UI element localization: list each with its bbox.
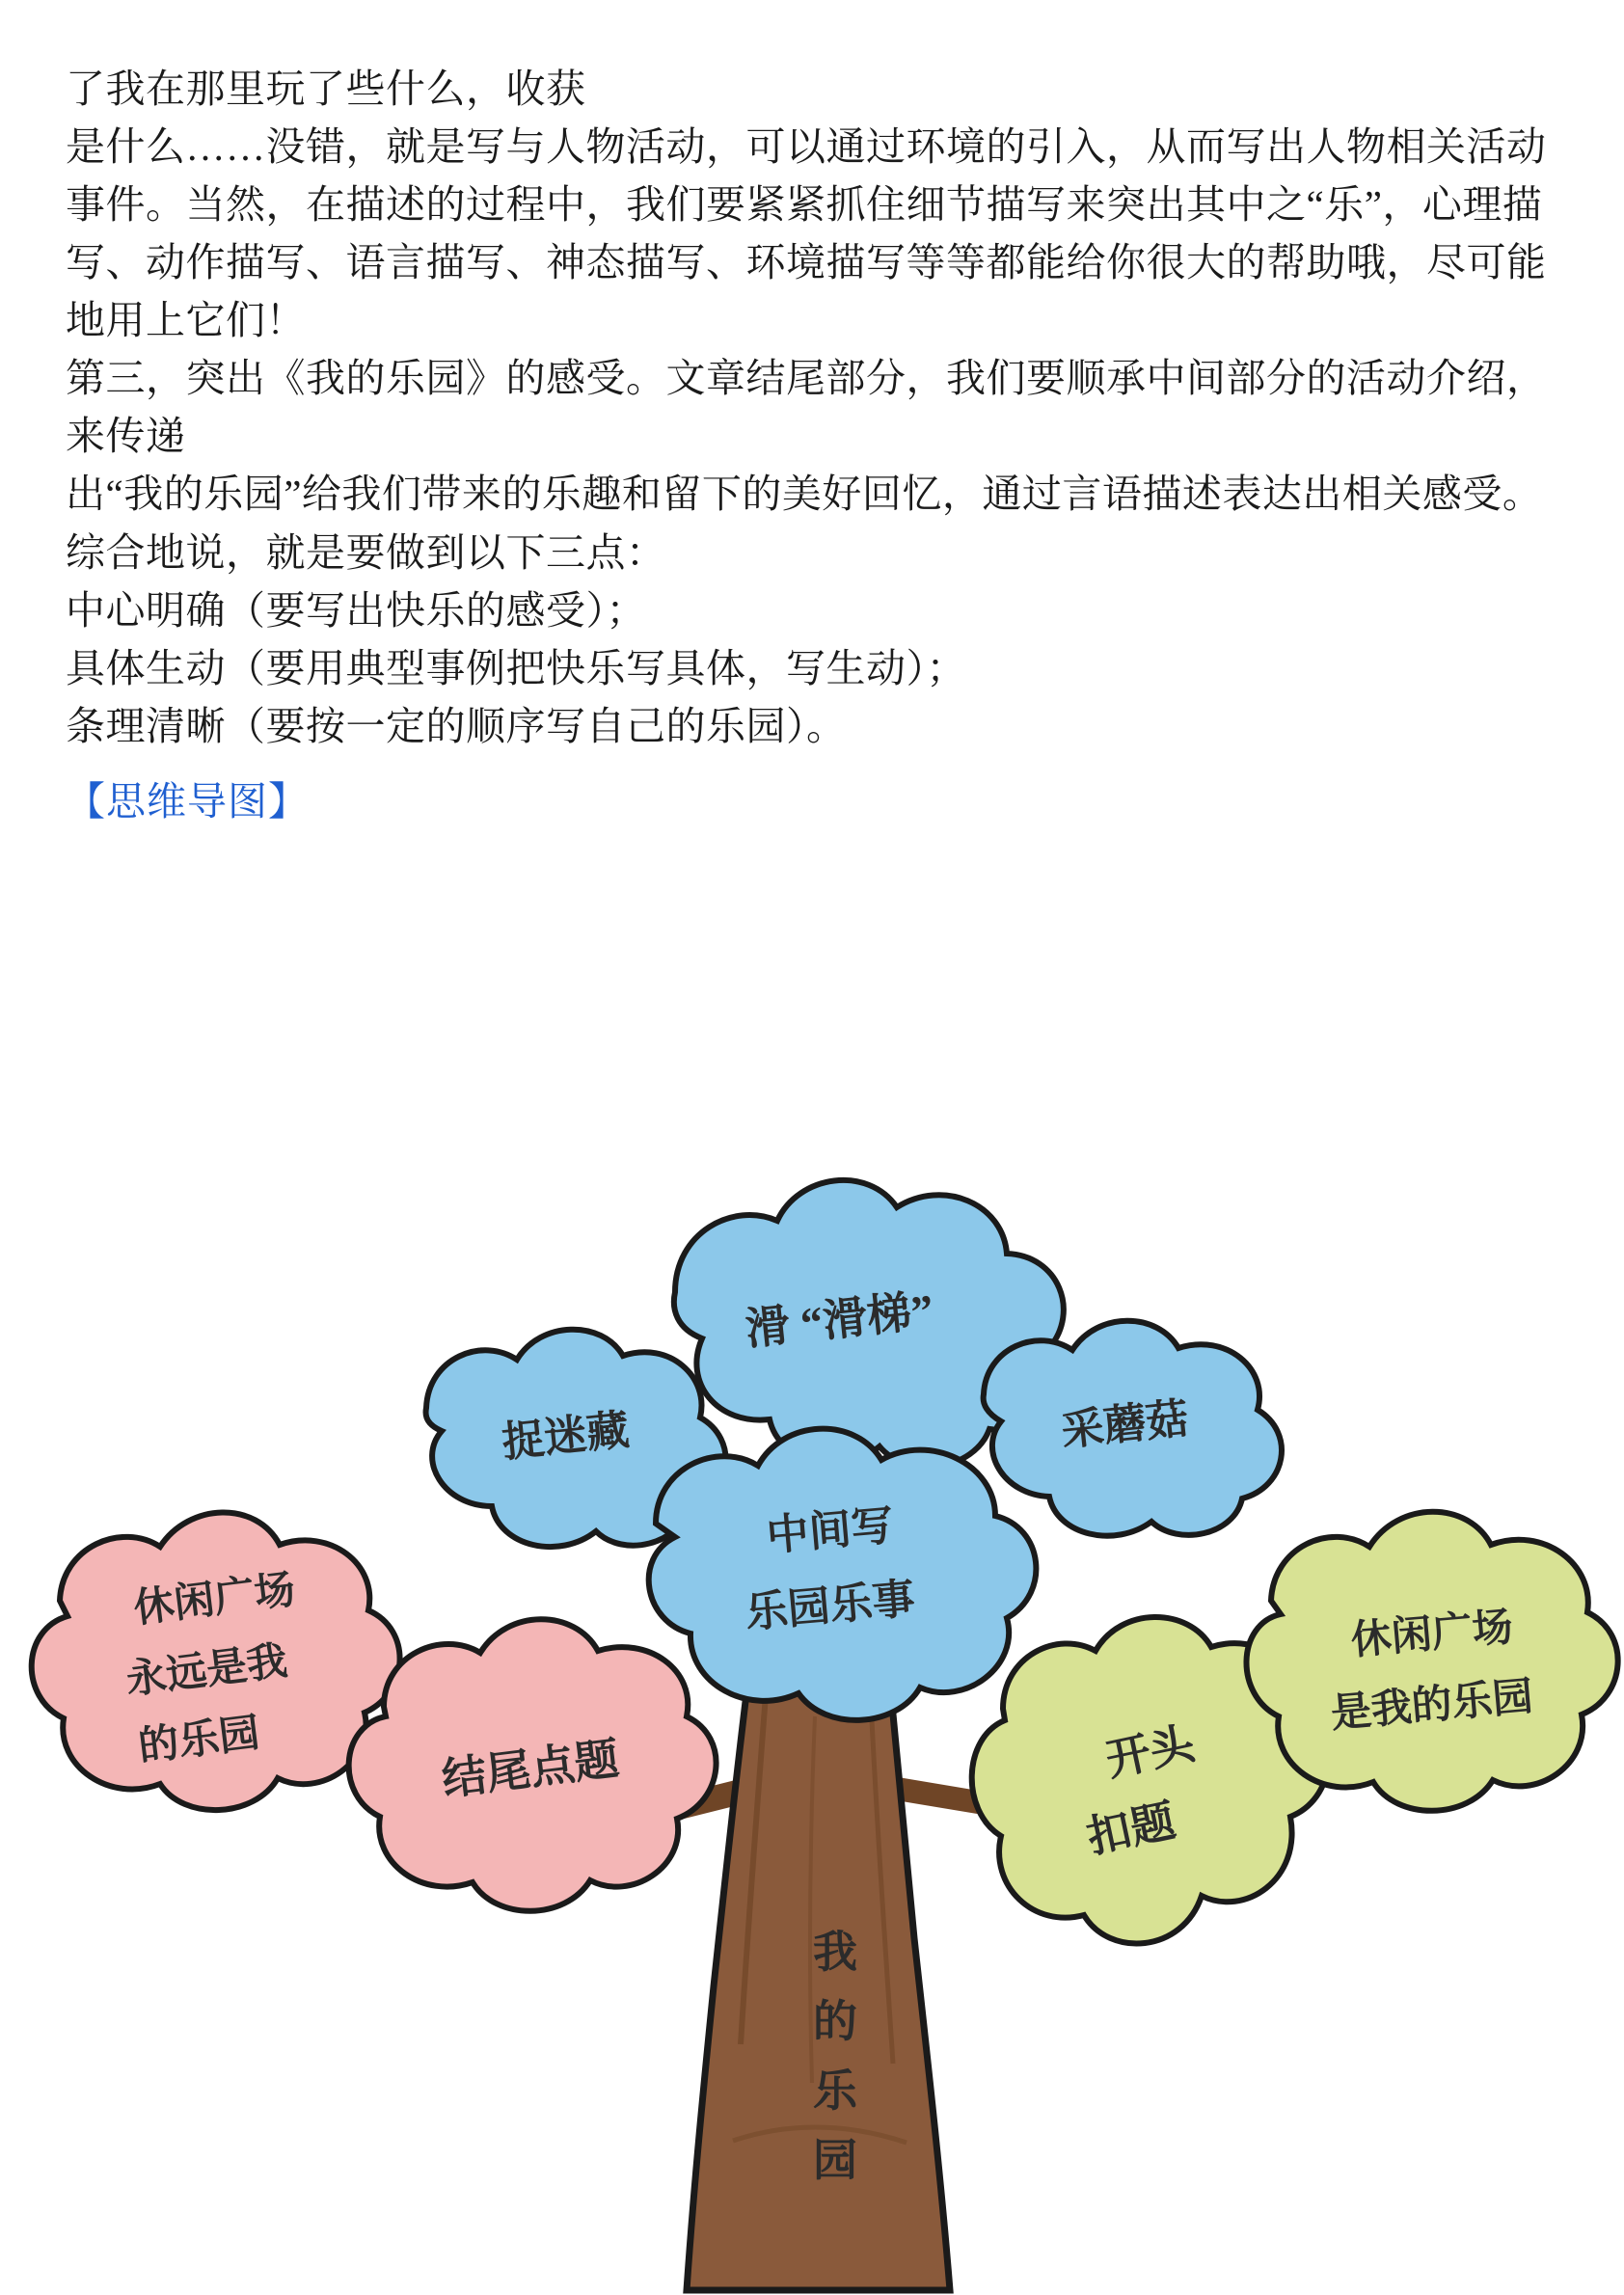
section-label-mindmap: 【思维导图】 — [66, 778, 309, 824]
svg-text:采蘑菇: 采蘑菇 — [1059, 1394, 1191, 1455]
node-left-plaza[interactable] — [32, 1512, 400, 1810]
svg-text:永远是我: 永远是我 — [123, 1639, 290, 1704]
paragraph-1: 了我在那里玩了些什么，收获 — [66, 67, 586, 111]
node-right-plaza[interactable] — [1246, 1512, 1617, 1811]
svg-text:是我的乐园: 是我的乐园 — [1329, 1674, 1535, 1738]
svg-text:开头: 开头 — [1101, 1718, 1200, 1786]
svg-text:中间写: 中间写 — [764, 1501, 896, 1560]
svg-text:滑 “滑梯”: 滑 “滑梯” — [743, 1285, 936, 1355]
svg-text:园: 园 — [813, 2136, 857, 2185]
node-pick-mushrooms[interactable] — [984, 1321, 1282, 1536]
svg-text:乐园乐事: 乐园乐事 — [743, 1575, 917, 1637]
paragraph-3: 第三，突出《我的乐园》的感受。文章结尾部分，我们要顺承中间部分的活动介绍，来传递 — [66, 356, 1547, 459]
paragraph-4: 出“我的乐园”给我们带来的乐趣和留下的美好回忆，通过言语描述表达出相关感受。 — [66, 472, 1543, 517]
mindmap-illustration — [0, 1119, 1624, 2295]
node-middle-content[interactable] — [649, 1429, 1037, 1720]
svg-text:的: 的 — [813, 1997, 857, 2046]
paragraph-8: 条理清晰（要按一定的顺序写自己的乐园）。 — [66, 703, 847, 748]
paragraph-2: 是什么……没错，就是写与人物活动，可以通过环境的引入，从而写出人物相关活动事件。当然，在描述的过程中，我们要紧紧抓住细节描写来突出其中之“乐”，心理描写、动作描写、语言描写、神态描写、环境描写等等都能给你很大的帮助哦，尽可能地用上它们！ — [66, 124, 1547, 343]
paragraph-6: 中心明确（要写出快乐的感受）； — [66, 587, 646, 633]
svg-text:我: 我 — [813, 1928, 857, 1977]
article-text — [66, 60, 1556, 830]
svg-text:捉迷藏: 捉迷藏 — [500, 1406, 632, 1467]
svg-text:扣题: 扣题 — [1082, 1796, 1180, 1863]
svg-text:的乐园: 的乐园 — [136, 1711, 262, 1770]
paragraph-5: 综合地说，就是要做到以下三点： — [66, 529, 666, 575]
svg-text:乐: 乐 — [813, 2066, 857, 2116]
svg-text:结尾点题: 结尾点题 — [439, 1734, 622, 1805]
node-ending-point[interactable] — [349, 1619, 717, 1911]
svg-text:休闲广场: 休闲广场 — [131, 1568, 298, 1633]
paragraph-7: 具体生动（要用典型事例把快乐写具体，写生动）； — [66, 645, 966, 690]
svg-text:休闲广场: 休闲广场 — [1349, 1605, 1515, 1664]
